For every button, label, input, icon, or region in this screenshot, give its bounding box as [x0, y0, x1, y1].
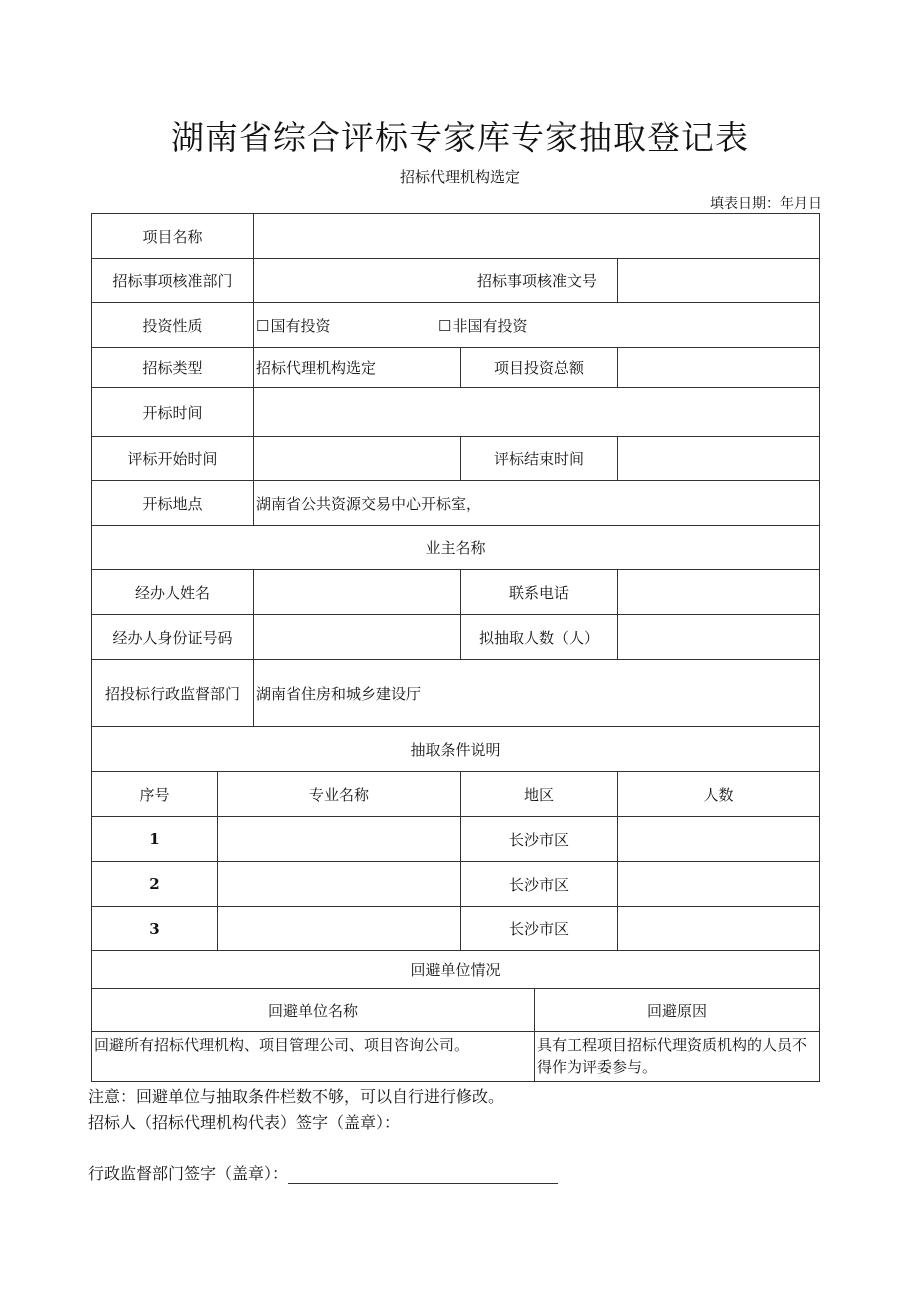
row-major-field[interactable] [218, 862, 461, 907]
page-subtitle: 招标代理机构选定 [399, 168, 520, 186]
row-count-field[interactable] [618, 907, 820, 951]
row-owner-name [92, 526, 820, 570]
handler-id-label: 经办人身份证号码 [92, 615, 254, 660]
supervision-signature-label: 行政监督部门签字（盖章）： [88, 1164, 289, 1183]
page-title: 湖南省综合评标专家库专家抽取登记表 [171, 118, 749, 157]
investment-nature-label: 投资性质 [92, 303, 254, 348]
avoidance-unit-value[interactable]: 回避所有招标代理机构、项目管理公司、项目咨询公司。 [92, 1032, 535, 1082]
col-header-count: 人数 [618, 772, 820, 817]
conditions-table-header [92, 772, 820, 817]
tenderer-signature-label: 招标人（招标代理机构代表）签字（盖章）： [88, 1113, 401, 1132]
row-opening-time [92, 388, 820, 437]
row-no: 3 [92, 907, 218, 951]
row-handler [92, 570, 820, 615]
eval-start-label: 评标开始时间 [92, 437, 254, 481]
non-state-owned-label: 非国有投资 [452, 316, 528, 335]
approval-no-field[interactable] [618, 259, 820, 303]
expert-count-field[interactable] [618, 615, 820, 660]
bid-type-value[interactable]: 招标代理机构选定 [254, 348, 461, 388]
total-investment-label: 项目投资总额 [461, 348, 618, 388]
opening-place-value[interactable]: 湖南省公共资源交易中心开标室， [254, 481, 820, 526]
row-eval-time [92, 437, 820, 481]
total-investment-field[interactable] [618, 348, 820, 388]
approval-dept-label: 招标事项核准部门 [92, 259, 254, 303]
handler-id-field[interactable] [254, 615, 461, 660]
registration-form-table [91, 213, 820, 1082]
row-conditions-header [92, 727, 820, 772]
owner-name-label: 业主名称 [92, 526, 820, 570]
avoidance-reason-value[interactable]: 具有工程项目招标代理资质机构的人员不得作为评委参与。 [535, 1032, 820, 1082]
row-avoidance-header [92, 951, 820, 989]
table-row [92, 862, 820, 907]
opening-place-label: 开标地点 [92, 481, 254, 526]
supervision-signature [88, 1161, 558, 1184]
row-no: 2 [92, 862, 218, 907]
avoidance-table-header [92, 989, 820, 1032]
col-header-major: 专业名称 [218, 772, 461, 817]
row-region[interactable]: 长沙市区 [461, 817, 618, 862]
col-header-no: 序号 [92, 772, 218, 817]
supervision-dept-value[interactable]: 湖南省住房和城乡建设厅 [254, 660, 820, 727]
bid-type-label: 招标类型 [92, 348, 254, 388]
row-major-field[interactable] [218, 817, 461, 862]
eval-start-field[interactable] [254, 437, 461, 481]
state-owned-label: 国有投资 [270, 316, 331, 335]
row-count-field[interactable] [618, 817, 820, 862]
row-region[interactable]: 长沙市区 [461, 862, 618, 907]
row-supervision [92, 660, 820, 727]
checkbox-icon: ☐ [256, 316, 270, 335]
conditions-header: 抽取条件说明 [92, 727, 820, 772]
phone-label: 联系电话 [461, 570, 618, 615]
fill-date-label: 填表日期：年月日 [710, 196, 822, 212]
opening-time-label: 开标时间 [92, 388, 254, 437]
project-name-label: 项目名称 [92, 214, 254, 259]
state-owned-checkbox[interactable] [256, 317, 330, 335]
handler-name-label: 经办人姓名 [92, 570, 254, 615]
non-state-owned-checkbox[interactable] [438, 317, 527, 335]
signature-line[interactable] [288, 1165, 558, 1184]
table-row [92, 907, 820, 951]
opening-time-field[interactable] [254, 388, 820, 437]
investment-nature-options [254, 303, 820, 348]
approval-no-label: 招标事项核准文号 [254, 259, 618, 303]
table-row [92, 817, 820, 862]
avoidance-col-name: 回避单位名称 [92, 989, 535, 1032]
handler-name-field[interactable] [254, 570, 461, 615]
phone-field[interactable] [618, 570, 820, 615]
row-bid-type [92, 348, 820, 388]
row-no: 1 [92, 817, 218, 862]
expert-count-label: 拟抽取人数（人） [461, 615, 618, 660]
supervision-dept-label: 招投标行政监督部门 [92, 660, 254, 727]
checkbox-icon: ☐ [438, 316, 452, 335]
project-name-field[interactable] [254, 214, 820, 259]
row-handler-id [92, 615, 820, 660]
row-approval [92, 259, 820, 303]
row-opening-place [92, 481, 820, 526]
avoidance-row [92, 1032, 820, 1082]
row-major-field[interactable] [218, 907, 461, 951]
avoidance-header: 回避单位情况 [92, 951, 820, 989]
eval-end-field[interactable] [618, 437, 820, 481]
row-project-name [92, 214, 820, 259]
avoidance-col-reason: 回避原因 [535, 989, 820, 1032]
footer-note: 注意：回避单位与抽取条件栏数不够，可以自行进行修改。 [88, 1087, 505, 1106]
row-investment-nature [92, 303, 820, 348]
col-header-region: 地区 [461, 772, 618, 817]
eval-end-label: 评标结束时间 [461, 437, 618, 481]
row-count-field[interactable] [618, 862, 820, 907]
row-region[interactable]: 长沙市区 [461, 907, 618, 951]
